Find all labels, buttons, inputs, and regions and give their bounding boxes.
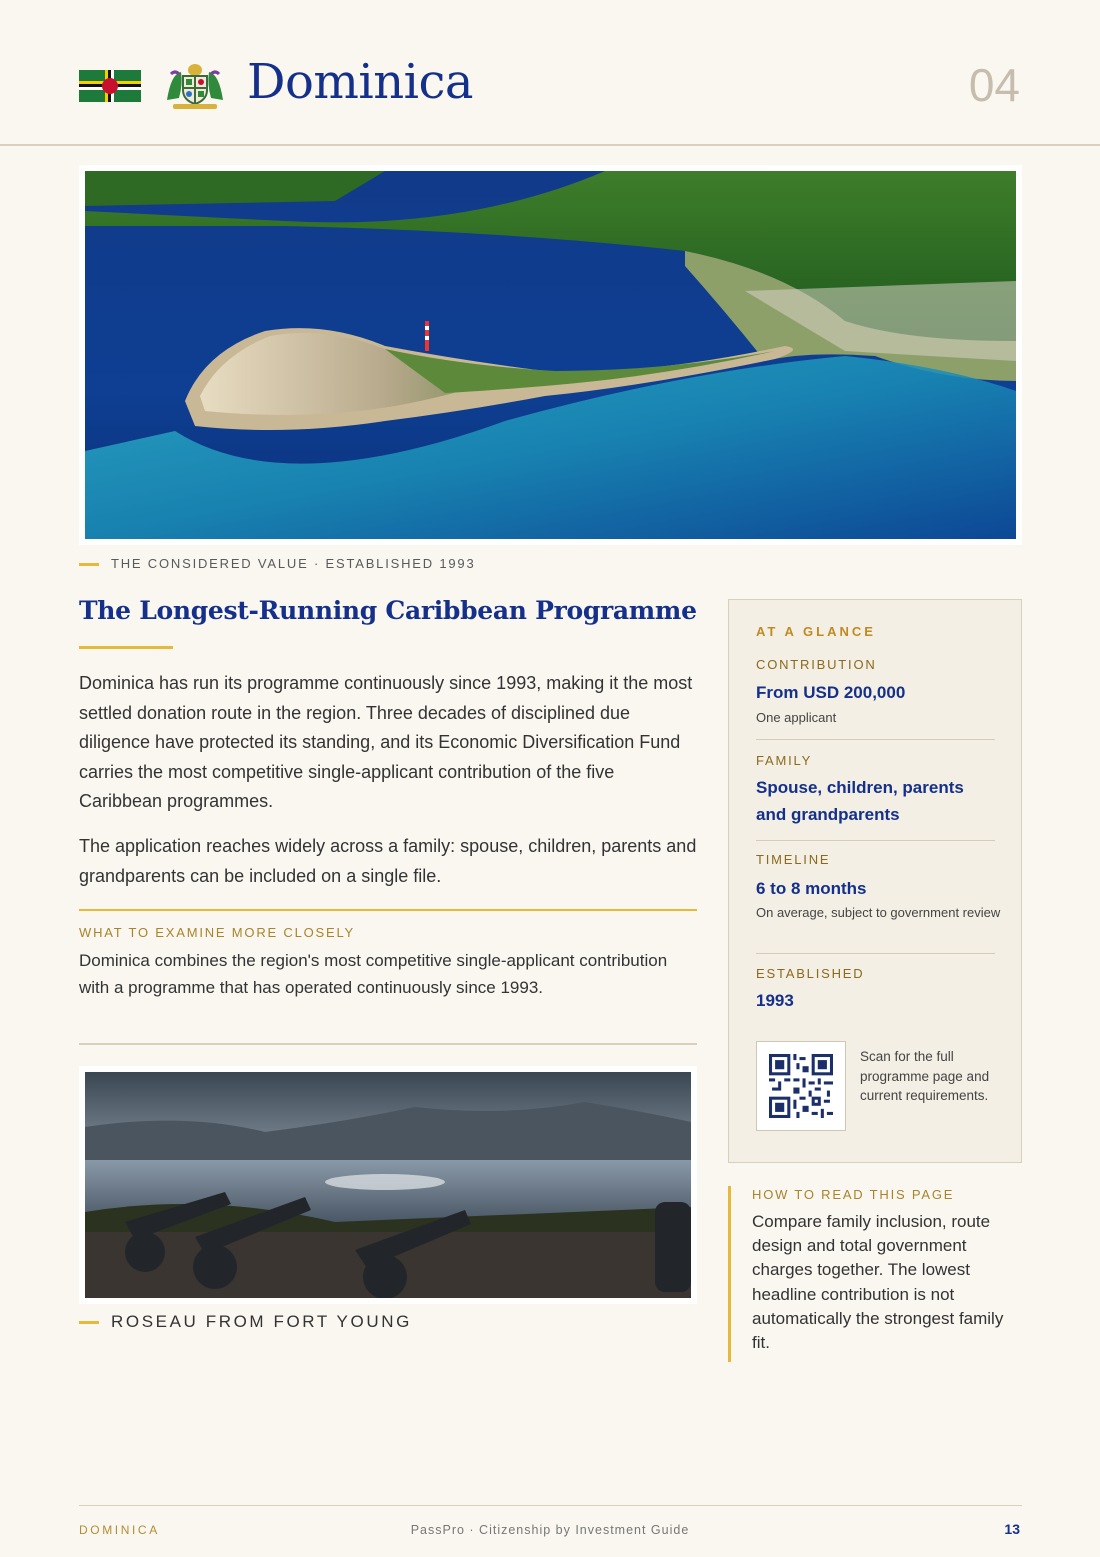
page-number: 13 [1004, 1521, 1020, 1537]
qr-code-icon [769, 1054, 833, 1118]
family-value: Spouse, children, parents and grandparents [756, 778, 964, 824]
footer-section-name: DOMINICA [79, 1523, 160, 1537]
body-paragraph-2: The application reaches widely across a family: spouse, children, parents and grandparents can be included on a single file. [79, 836, 697, 886]
family-label: FAMILY [756, 753, 813, 768]
at-a-glance-card [728, 599, 1022, 1163]
coat-of-arms-icon [163, 60, 227, 110]
examine-label: WHAT TO EXAMINE MORE CLOSELY [79, 925, 356, 940]
qr-code[interactable] [756, 1041, 846, 1131]
chapter-number: 04 [968, 59, 1020, 111]
timeline-value: 6 to 8 months [756, 879, 867, 898]
read-text: Compare family inclusion, route design and total government charges together. The lowest headline contribution is not automatically the strongest family fit. [752, 1212, 1004, 1353]
hero-eyebrow [79, 556, 475, 571]
page-title: Dominica [247, 54, 474, 110]
read-label: HOW TO READ THIS PAGE [752, 1187, 955, 1202]
hero-image-frame [79, 165, 1022, 545]
glance-divider [756, 953, 995, 954]
page-header [0, 0, 1100, 146]
glance-divider [756, 840, 995, 841]
examine-text: Dominica combines the region's most competitive single-applicant contribution with a programme that has operated continuously since 1993. [79, 951, 668, 997]
eyebrow-dash [79, 563, 99, 566]
established-label: ESTABLISHED [756, 966, 865, 981]
established-value: 1993 [756, 991, 794, 1010]
footer-publication: PassPro · Citizenship by Investment Guide [410, 1523, 690, 1537]
secondary-image-caption [79, 1312, 412, 1332]
timeline-label: TIMELINE [756, 852, 831, 867]
glance-divider [756, 739, 995, 740]
section-heading: The Longest-Running Caribbean Programme [79, 596, 697, 625]
contribution-label: CONTRIBUTION [756, 657, 877, 672]
caption-dash [79, 1321, 99, 1324]
eyebrow-text: THE CONSIDERED VALUE · ESTABLISHED 1993 [111, 556, 476, 571]
footer-rule [79, 1505, 1022, 1506]
examine-bottom-rule [79, 1043, 697, 1045]
photo-roseau-fort-young [85, 1072, 691, 1298]
secondary-image-frame [79, 1066, 697, 1304]
glance-title: AT A GLANCE [756, 624, 876, 639]
examine-top-rule [79, 909, 697, 911]
contribution-note: One applicant [756, 710, 837, 725]
qr-note: Scan for the full programme page and current requirements. [860, 1049, 990, 1103]
caption-text: ROSEAU FROM FORT YOUNG [111, 1312, 412, 1331]
timeline-note: On average, subject to government review [756, 905, 1001, 920]
contribution-value: From USD 200,000 [756, 683, 906, 702]
hero-photo-scotts-head [85, 171, 1016, 539]
body-paragraph-1: Dominica has run its programme continuously since 1993, making it the most settled donation route in the region. Three decades of disciplined due diligence have protected its standing, and its Economic Diversification Fund carries the most competitive single-applicant contribution of the five Caribbean programmes. [79, 673, 693, 811]
dominica-flag-icon [79, 70, 141, 102]
heading-underline [79, 646, 173, 649]
read-accent-bar [728, 1186, 731, 1362]
